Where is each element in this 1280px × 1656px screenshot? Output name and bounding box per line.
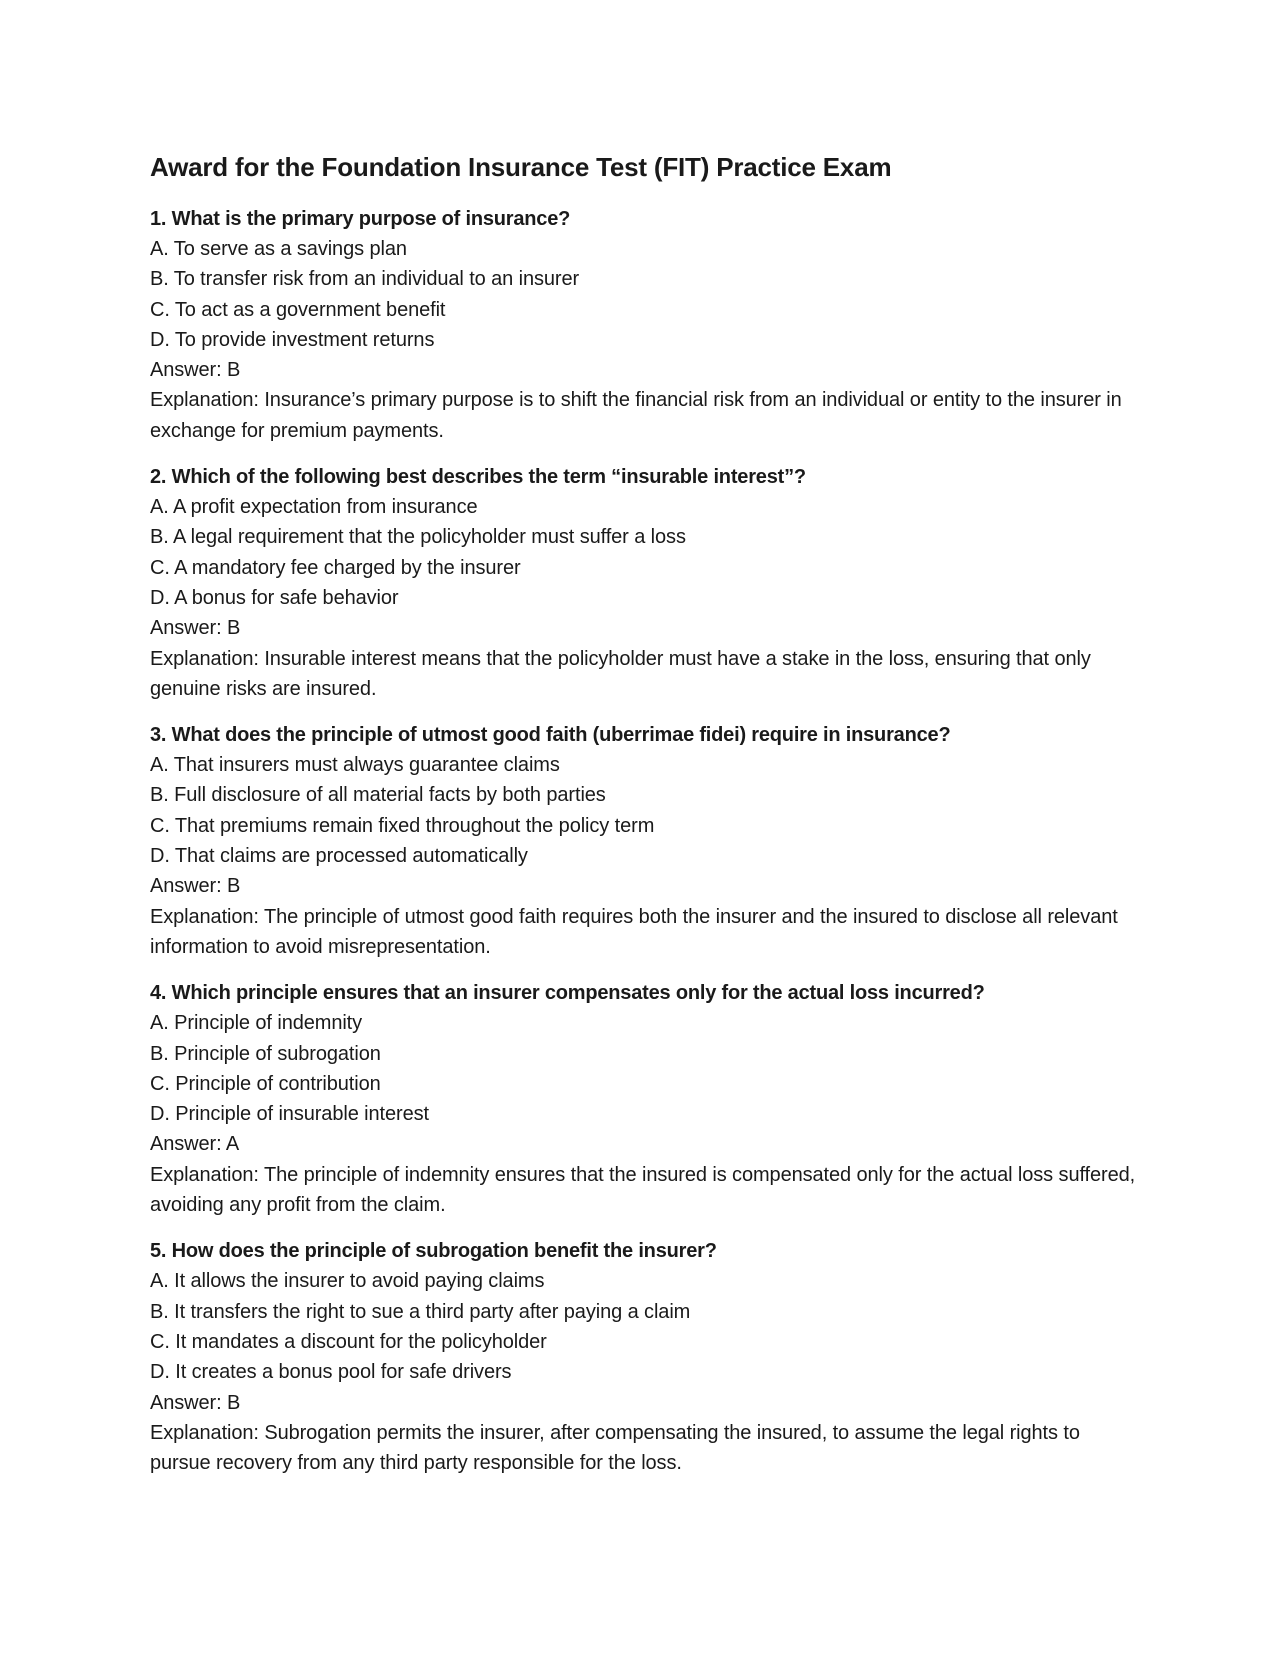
question-text: 5. How does the principle of subrogation benefit the insurer? [150, 1240, 717, 1263]
question-text: 1. What is the primary purpose of insurance? [150, 208, 571, 230]
option-a: A. It allows the insurer to avoid paying claims [150, 1270, 545, 1293]
option-c: C. That premiums remain fixed throughout the policy term [150, 814, 655, 837]
option-c: C. To act as a government benefit [150, 298, 446, 321]
option-b: B. Principle of subrogation [150, 1042, 381, 1065]
answer: Answer: B [150, 875, 241, 898]
option-a: A. That insurers must always guarantee claims [150, 754, 560, 777]
option-b: B. Full disclosure of all material facts by both parties [150, 784, 606, 807]
question-2 [150, 462, 1140, 704]
option-d: D. That claims are processed automatically [150, 845, 528, 868]
answer: Answer: B [150, 1391, 241, 1414]
option-d: D. To provide investment returns [150, 328, 435, 351]
explanation: Explanation: The principle of utmost good faith requires both the insurer and the insured to disclose all relevant information to avoid misrepresentation. [150, 905, 1118, 958]
answer: Answer: B [150, 359, 241, 382]
option-d: D. It creates a bonus pool for safe drivers [150, 1361, 512, 1384]
option-c: C. A mandatory fee charged by the insurer [150, 556, 521, 579]
option-a: A. A profit expectation from insurance [150, 496, 478, 519]
question-1 [150, 204, 1140, 446]
option-d: D. A bonus for safe behavior [150, 586, 399, 609]
options-list [150, 1008, 1140, 1129]
option-b: B. It transfers the right to sue a third party after paying a claim [150, 1300, 691, 1323]
answer: Answer: A [150, 1133, 240, 1156]
options-list [150, 750, 1140, 871]
option-c: C. Principle of contribution [150, 1072, 381, 1095]
options-list [150, 234, 1140, 355]
question-text: 3. What does the principle of utmost good faith (uberrimae fidei) require in insurance? [150, 724, 951, 747]
document-page [150, 150, 1140, 1494]
question-text: 2. Which of the following best describes the term “insurable interest”? [150, 466, 806, 489]
question-4 [150, 978, 1140, 1220]
options-list [150, 1266, 1140, 1387]
answer: Answer: B [150, 617, 241, 640]
explanation: Explanation: The principle of indemnity ensures that the insured is compensated only for the actual loss suffered, avoiding any profit from the claim. [150, 1163, 1136, 1217]
explanation: Explanation: Subrogation permits the insurer, after compensating the insured, to assume the legal rights to pursue recovery from any third party responsible for the loss. [150, 1421, 1080, 1475]
option-b: B. A legal requirement that the policyholder must suffer a loss [150, 526, 686, 549]
options-list [150, 492, 1140, 613]
page-title: Award for the Foundation Insurance Test (FIT) Practice Exam [150, 152, 892, 182]
option-a: A. Principle of indemnity [150, 1012, 363, 1035]
question-3 [150, 720, 1140, 962]
option-b: B. To transfer risk from an individual to an insurer [150, 268, 580, 291]
question-text: 4. Which principle ensures that an insurer compensates only for the actual loss incurred? [150, 982, 985, 1005]
explanation: Explanation: Insurable interest means that the policyholder must have a stake in the loss, ensuring that only genuine risks are insured. [150, 647, 1091, 700]
explanation: Explanation: Insurance’s primary purpose is to shift the financial risk from an individual or entity to the insurer in exchange for premium payments. [150, 389, 1122, 442]
option-d: D. Principle of insurable interest [150, 1103, 429, 1126]
question-5 [150, 1236, 1140, 1478]
option-a: A. To serve as a savings plan [150, 238, 407, 260]
option-c: C. It mandates a discount for the policyholder [150, 1330, 547, 1353]
